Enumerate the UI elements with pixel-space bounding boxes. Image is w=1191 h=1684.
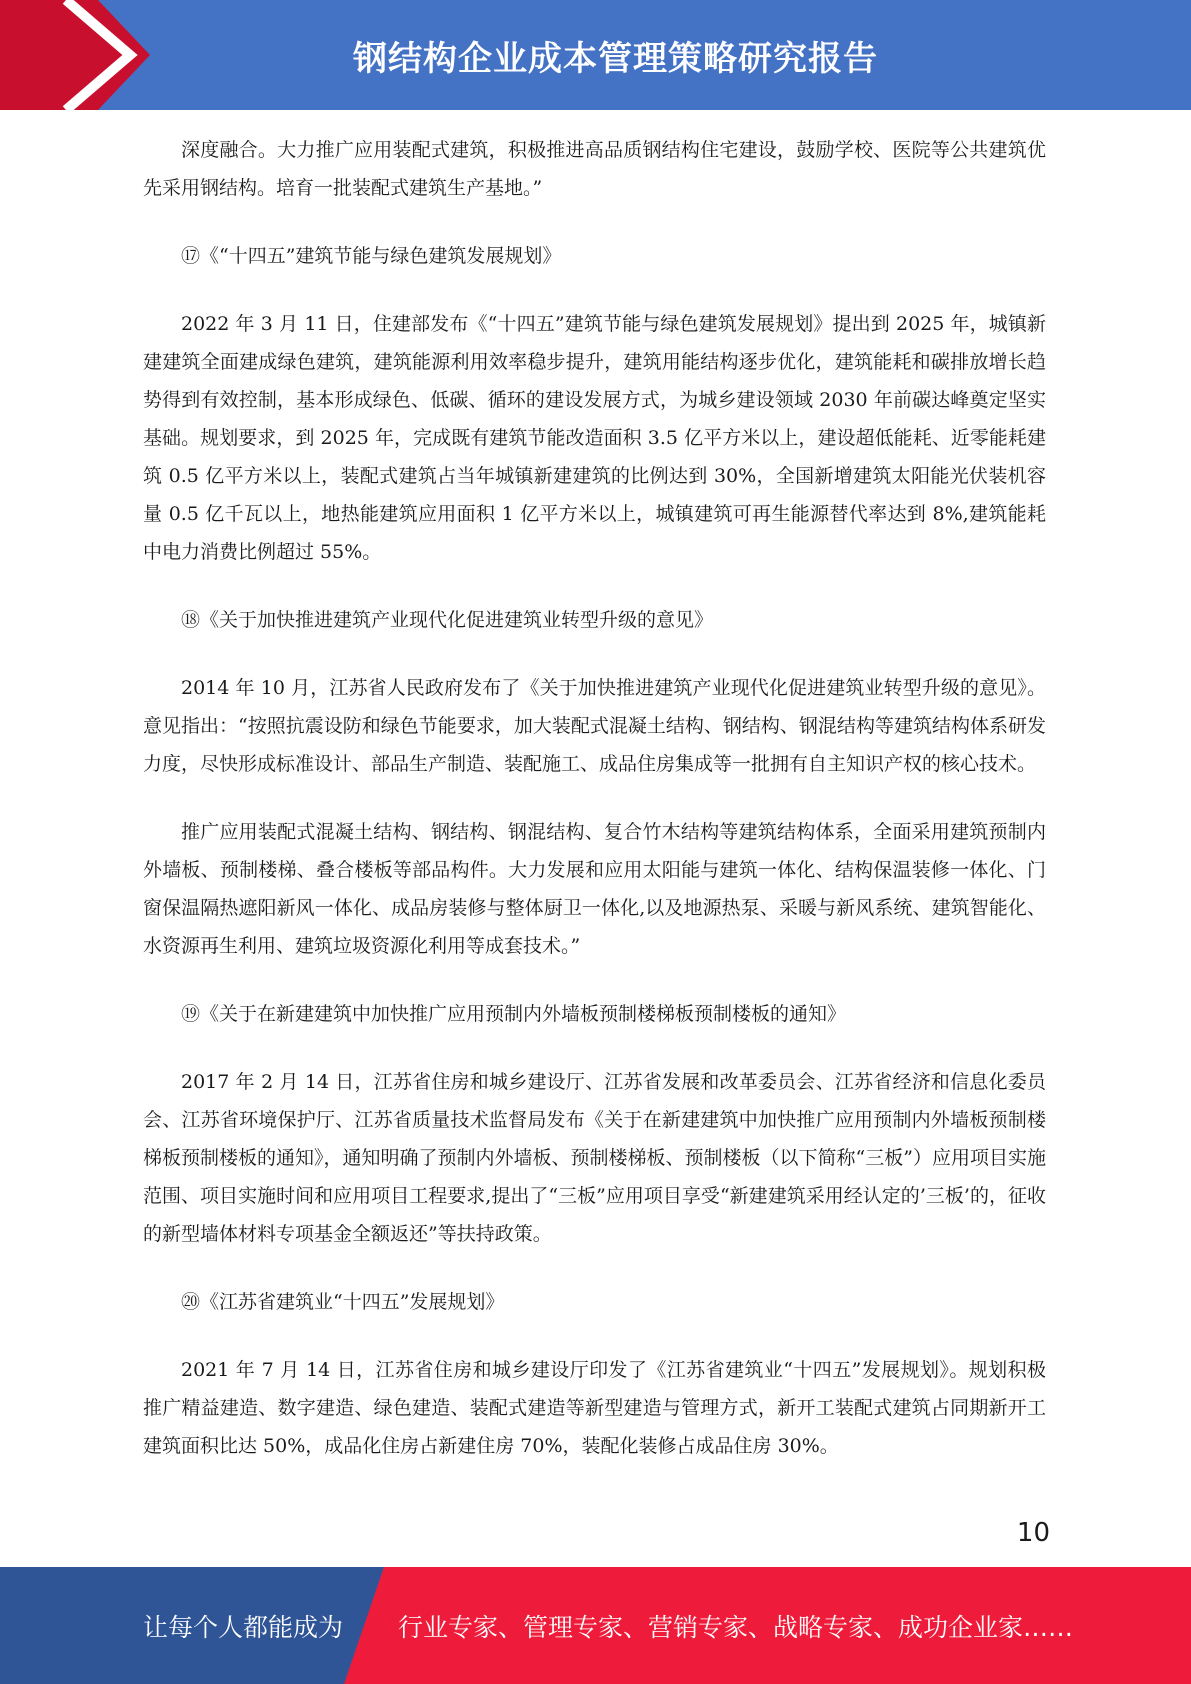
- paragraph: 深度融合。大力推广应用装配式建筑，积极推进高品质钢结构住宅建设，鼓励学校、医院等公共建筑优先采用钢结构。培育一批装配式建筑生产基地。”: [143, 139, 1046, 199]
- page-footer: [0, 1567, 1191, 1684]
- footer-slogan-left: 让每个人都能成为: [143, 1612, 344, 1642]
- section-heading-20: ⑳《江苏省建筑业“十四五”发展规划》: [181, 1291, 505, 1313]
- paragraph: 2021 年 7 月 14 日，江苏省住房和城乡建设厅印发了《江苏省建筑业“十四五”发展规划》。规划积极推广精益建造、数字建造、绿色建造、装配式建造等新型建造与管理方式，新开工装配式建筑占同期新开工建筑面积比达 50%，成品化住房占新建住房 70%，装配化装修占成品住房 30%。: [143, 1359, 1046, 1457]
- paragraph: 推广应用装配式混凝土结构、钢结构、钢混结构、复合竹木结构等建筑结构体系，全面采用建筑预制内外墙板、预制楼梯、叠合楼板等部品构件。大力发展和应用太阳能与建筑一体化、结构保温装修一体化、门窗保温隔热遮阳新风一体化、成品房装修与整体厨卫一体化,以及地源热泵、采暖与新风系统、建筑智能化、水资源再生利用、建筑垃圾资源化利用等成套技术。”: [143, 821, 1046, 957]
- section-heading-17: ⑰《“十四五”建筑节能与绿色建筑发展规划》: [181, 245, 562, 267]
- section-heading-18: ⑱《关于加快推进建筑产业现代化促进建筑业转型升级的意见》: [181, 609, 714, 631]
- page-header: [0, 0, 1191, 110]
- chevron-arrow-icon: [0, 0, 160, 110]
- paragraph: 2022 年 3 月 11 日，住建部发布《“十四五”建筑节能与绿色建筑发展规划》提出到 2025 年，城镇新建建筑全面建成绿色建筑，建筑能源利用效率稳步提升，建筑用能结构逐步优化，建筑能耗和碳排放增长趋势得到有效控制，基本形成绿色、低碳、循环的建设发展方式，为城乡建设领域 2030 年前碳达峰奠定坚实基础。规划要求，到 2025 年，完成既有建筑节能改造面积 3.5 亿平方米以上，建设超低能耗、近零能耗建筑 0.5 亿平方米以上，装配式建筑占当年城镇新建建筑的比例达到 30%，全国新增建筑太阳能光伏装机容量 0.5 亿千瓦以上，地热能建筑应用面积 1 亿平方米以上，城镇建筑可再生能源替代率达到 8%,建筑能耗中电力消费比例超过 55%。: [143, 313, 1046, 563]
- paragraph: 2014 年 10 月，江苏省人民政府发布了《关于加快推进建筑产业现代化促进建筑业转型升级的意见》。意见指出：“按照抗震设防和绿色节能要求，加大装配式混凝土结构、钢结构、钢混结构等建筑结构体系研发力度，尽快形成标准设计、部品生产制造、装配施工、成品住房集成等一批拥有自主知识产权的核心技术。: [143, 677, 1046, 775]
- report-body: [143, 131, 1046, 1465]
- page-number: 10: [1016, 1518, 1050, 1548]
- footer-slogan-right: 行业专家、管理专家、营销专家、战略专家、成功企业家……: [398, 1612, 1074, 1642]
- section-heading-19: ⑲《关于在新建建筑中加快推广应用预制内外墙板预制楼梯板预制楼板的通知》: [181, 1003, 847, 1025]
- header-title: 钢结构企业成本管理策略研究报告: [353, 38, 878, 79]
- paragraph: 2017 年 2 月 14 日，江苏省住房和城乡建设厅、江苏省发展和改革委员会、江苏省经济和信息化委员会、江苏省环境保护厅、江苏省质量技术监督局发布《关于在新建建筑中加快推广应用预制内外墙板预制楼梯板预制楼板的通知》，通知明确了预制内外墙板、预制楼梯板、预制楼板（以下简称“三板”）应用项目实施范围、项目实施时间和应用项目工程要求,提出了“三板”应用项目享受“新建建筑采用经认定的’三板’的，征收的新型墙体材料专项基金全额返还”等扶持政策。: [143, 1071, 1046, 1245]
